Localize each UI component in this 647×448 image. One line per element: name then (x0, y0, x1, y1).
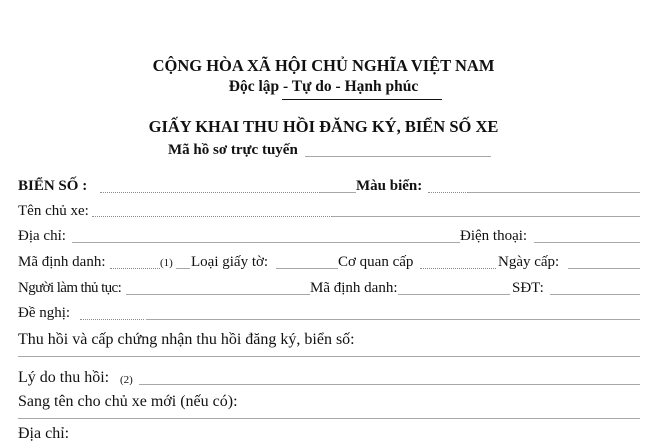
note-2: (2) (120, 374, 133, 386)
plate-number-label: BIỂN SỐ : (18, 178, 88, 194)
request-field-ext (146, 319, 640, 320)
document-type-label: Loại giấy tờ: (191, 254, 269, 270)
request-field[interactable] (80, 319, 144, 320)
note-1: (1) (160, 257, 173, 269)
plate-color-field-ext (468, 192, 640, 193)
issuing-agency-field[interactable] (420, 268, 496, 269)
issue-date-label: Ngày cấp: (498, 254, 560, 270)
issuing-agency-label: Cơ quan cấp (338, 254, 414, 270)
reason-label: Lý do thu hồi: (18, 369, 110, 386)
reason-field[interactable] (139, 384, 640, 385)
id-code-label: Mã định danh: (18, 254, 106, 270)
phone-label: Điện thoại: (460, 228, 528, 244)
applicant-id-label: Mã định danh: (310, 280, 398, 296)
motto: Độc lập - Tự do - Hạnh phúc (228, 78, 419, 95)
applicant-field[interactable] (126, 294, 310, 295)
request-detail-field[interactable] (18, 356, 640, 357)
issue-date-field[interactable] (568, 268, 640, 269)
nation-title: CỘNG HÒA XÃ HỘI CHỦ NGHĨA VIỆT NAM (152, 56, 495, 75)
document-type-field[interactable] (276, 268, 338, 269)
form-title: GIẤY KHAI THU HỒI ĐĂNG KÝ, BIỂN SỐ XE (148, 117, 499, 136)
owner-name-field[interactable] (92, 216, 332, 217)
plate-color-field[interactable] (428, 192, 468, 193)
address-field[interactable] (72, 242, 460, 243)
transfer-field[interactable] (18, 418, 640, 419)
applicant-label: Người làm thủ tục: (18, 280, 122, 296)
request-label: Đề nghị: (18, 305, 71, 321)
online-code-field[interactable] (305, 156, 491, 157)
plate-number-field[interactable] (100, 192, 320, 193)
plate-number-field-ext (320, 192, 356, 193)
motto-underline (282, 99, 442, 100)
id-code-field-ext (176, 268, 190, 269)
transfer-label: Sang tên cho chủ xe mới (nếu có): (18, 393, 238, 410)
online-code-label: Mã hồ sơ trực tuyến (168, 142, 298, 158)
phone-field[interactable] (534, 242, 640, 243)
request-detail: Thu hồi và cấp chứng nhận thu hồi đăng ký, biển số: (18, 331, 355, 348)
plate-color-label: Màu biển: (356, 178, 423, 194)
applicant-phone-label: SĐT: (512, 280, 544, 296)
applicant-phone-field[interactable] (550, 294, 640, 295)
new-address-label: Địa chỉ: (18, 425, 70, 442)
id-code-field[interactable] (110, 268, 160, 269)
owner-name-field-ext (332, 216, 640, 217)
address-label: Địa chỉ: (18, 228, 66, 244)
owner-name-label: Tên chủ xe: (18, 203, 89, 219)
applicant-id-field[interactable] (398, 294, 510, 295)
